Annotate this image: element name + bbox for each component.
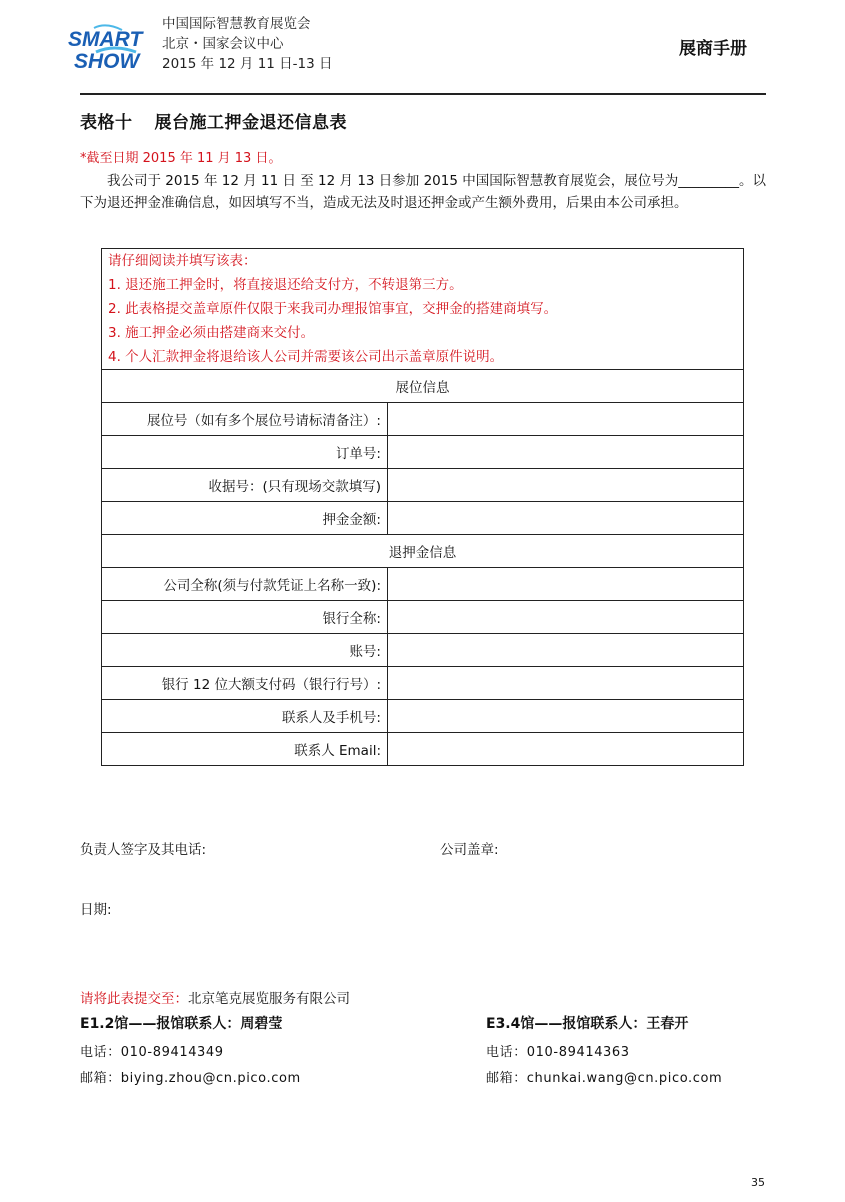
account-number-field[interactable]: [388, 634, 744, 667]
form-number: 表格十: [80, 113, 133, 133]
company-name-field[interactable]: [388, 568, 744, 601]
contact-heading-e34: E3.4馆——报馆联系人：王春开: [486, 1016, 689, 1032]
svg-text:SHOW: SHOW: [74, 50, 140, 73]
submit-company: 北京笔克展览服务有限公司: [188, 991, 350, 1007]
deadline-note: *截至日期 2015 年 11 月 13 日。: [80, 151, 282, 166]
deposit-amount-label: 押金金额:: [102, 502, 388, 535]
instruction-item: 3. 施工押金必须由搭建商来交付。: [108, 325, 315, 341]
company-name-label: 公司全称(须与付款凭证上名称一致):: [102, 568, 388, 601]
section-booth-info: 展位信息: [102, 370, 744, 403]
bank-name-label: 银行全称:: [102, 601, 388, 634]
company-stamp-label: 公司盖章:: [440, 842, 499, 858]
form-name: 展台施工押金退还信息表: [154, 113, 347, 133]
contact-email-e34[interactable]: 邮箱：chunkai.wang@cn.pico.com: [486, 1071, 723, 1086]
section-refund-info: 退押金信息: [102, 535, 744, 568]
booth-number-label: 展位号（如有多个展位号请标清备注）:: [102, 403, 388, 436]
deposit-amount-field[interactable]: [388, 502, 744, 535]
svg-text:SMART: SMART: [68, 28, 143, 51]
header-divider: [80, 93, 766, 95]
contact-email-e12[interactable]: 邮箱：biying.zhou@cn.pico.com: [80, 1071, 301, 1086]
instruction-item: 2. 此表格提交盖章原件仅限于来我司办理报馆事宜，交押金的搭建商填写。: [108, 301, 558, 317]
contact-phone-e34: 电话：010-89414363: [486, 1045, 630, 1060]
bank-code-field[interactable]: [388, 667, 744, 700]
manual-title: 展商手册: [679, 39, 747, 59]
instruction-item: 4. 个人汇款押金将退给该人公司并需要该公司出示盖章原件说明。: [108, 349, 504, 365]
submit-prefix: 请将此表提交至：: [80, 991, 188, 1007]
contact-heading-e12: E1.2馆——报馆联系人：周碧莹: [80, 1016, 283, 1032]
header-venue: 北京・国家会议中心: [162, 36, 284, 52]
receipt-number-label: 收据号：(只有现场交款填写): [102, 469, 388, 502]
smart-show-logo: [66, 22, 146, 78]
submit-to: [80, 987, 350, 1007]
instructions-box: [102, 249, 744, 370]
instructions-heading: 请仔细阅读并填写该表：: [108, 253, 257, 269]
page-number: 35: [751, 1176, 765, 1189]
receipt-number-field[interactable]: [388, 469, 744, 502]
date-label: 日期:: [80, 902, 112, 918]
header-dates: 2015 年 12 月 11 日-13 日: [162, 56, 333, 72]
form-title: [80, 108, 347, 133]
header-expo-name: 中国国际智慧教育展览会: [162, 16, 311, 32]
contact-phone-label: 联系人及手机号:: [102, 700, 388, 733]
contact-email-label: 联系人 Email:: [102, 733, 388, 766]
order-number-label: 订单号:: [102, 436, 388, 469]
bank-name-field[interactable]: [388, 601, 744, 634]
instruction-item: 1. 退还施工押金时，将直接退还给支付方，不转退第三方。: [108, 277, 463, 293]
account-number-label: 账号:: [102, 634, 388, 667]
contact-phone-field[interactable]: [388, 700, 744, 733]
refund-info-table: [101, 248, 744, 766]
contact-phone-e12: 电话：010-89414349: [80, 1045, 224, 1060]
contact-email-field[interactable]: [388, 733, 744, 766]
signature-phone-label: 负责人签字及其电话:: [80, 842, 207, 858]
booth-number-field[interactable]: [388, 403, 744, 436]
intro-paragraph: 我公司于 2015 年 12 月 11 日 至 12 月 13 日参加 2015 中国国际智慧教育展览会，展位号为_________。以下为退还押金准确信息，如因填写不当，造成无法及时退还押金或产生额外费用，后果由本公司承担。: [80, 173, 766, 211]
order-number-field[interactable]: [388, 436, 744, 469]
bank-code-label: 银行 12 位大额支付码（银行行号）:: [102, 667, 388, 700]
